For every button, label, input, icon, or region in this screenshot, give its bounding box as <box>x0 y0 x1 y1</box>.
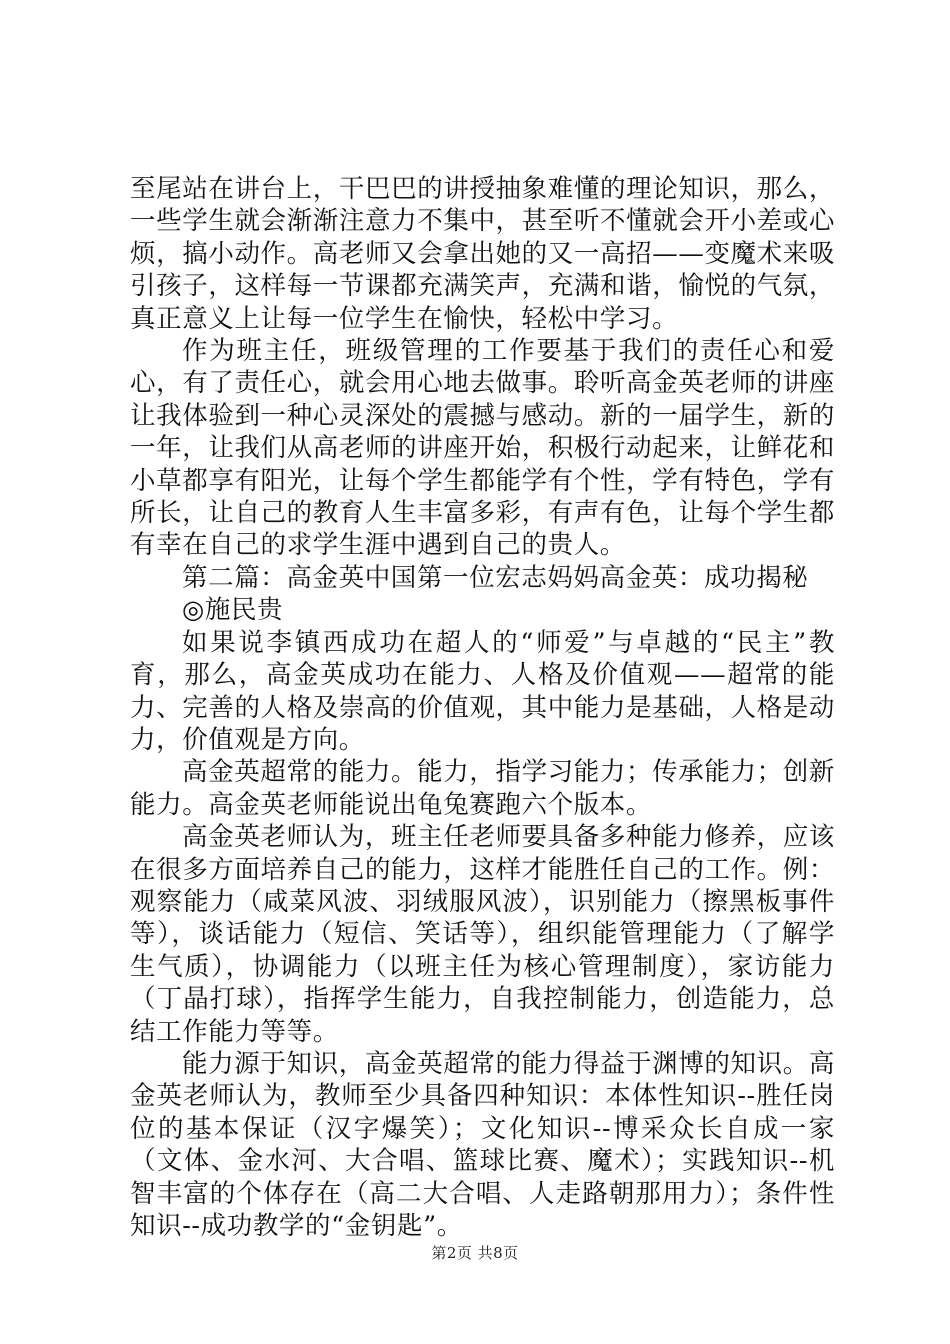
page-footer: 第2页 共8页 <box>431 1244 519 1262</box>
paragraph-knowledge: 能力源于知识，高金英超常的能力得益于渊博的知识。高金英老师认为，教师至少具备四种知识：本体性知识--胜任岗位的基本保证（汉字爆笑）；文化知识--博采众长自成一家（文体、金水河、大合唱、篮球比赛、魔术）；实践知识--机智丰富的个体存在（高二大合唱、人走路朝那用力）；条件性知识--成功教学的“金钥匙”。 <box>130 1048 835 1241</box>
paragraph-abilities-list: 高金英老师认为，班主任老师要具备多种能力修养，应该在很多方面培养自己的能力，这样才能胜任自己的工作。例：观察能力（咸菜风波、羽绒服风波），识别能力（擦黑板事件等），谈话能力（短信、笑话等），组织能管理能力（了解学生气质），协调能力（以班主任为核心管理制度），家访能力（丁晶打球），指挥学生能力，自我控制能力，创造能力，总结工作能力等等。 <box>130 822 835 1047</box>
paragraph-continuation: 至尾站在讲台上，干巴巴的讲授抽象难懂的理论知识，那么，一些学生就会渐渐注意力不集中，甚至听不懂就会开小差或心烦，搞小动作。高老师又会拿出她的又一高招——变魔术来吸引孩子，这样每一节课都充满笑声，充满和谐，愉悦的气氛，真正意义上让每一位学生在愉快，轻松中学习。 <box>130 174 835 334</box>
author-line: ◎施民贵 <box>182 595 284 626</box>
paragraph-class-teacher: 作为班主任，班级管理的工作要基于我们的责任心和爱心，有了责任心，就会用心地去做事。聆听高金英老师的讲座让我体验到一种心灵深处的震撼与感动。新的一届学生，新的一年，让我们从高老师的讲座开始，积极行动起来，让鲜花和小草都享有阳光，让每个学生都能学有个性，学有特色，学有所长，让自己的教育人生丰富多彩，有声有色，让每个学生都有幸在自己的求学生涯中遇到自己的贵人。 <box>130 336 835 561</box>
paragraph-ability: 高金英超常的能力。能力，指学习能力；传承能力；创新能力。高金英老师能说出龟兔赛跑六个版本。 <box>130 757 835 820</box>
paragraph-intro: 如果说李镇西成功在超人的“师爱”与卓越的“民主”教育，那么，高金英成功在能力、人格及价值观——超常的能力、完善的人格及崇高的价值观，其中能力是基础，人格是动力，价值观是方向。 <box>130 627 835 755</box>
section-heading: 第二篇：高金英中国第一位宏志妈妈高金英：成功揭秘 <box>182 562 809 593</box>
document-body <box>130 173 835 1242</box>
